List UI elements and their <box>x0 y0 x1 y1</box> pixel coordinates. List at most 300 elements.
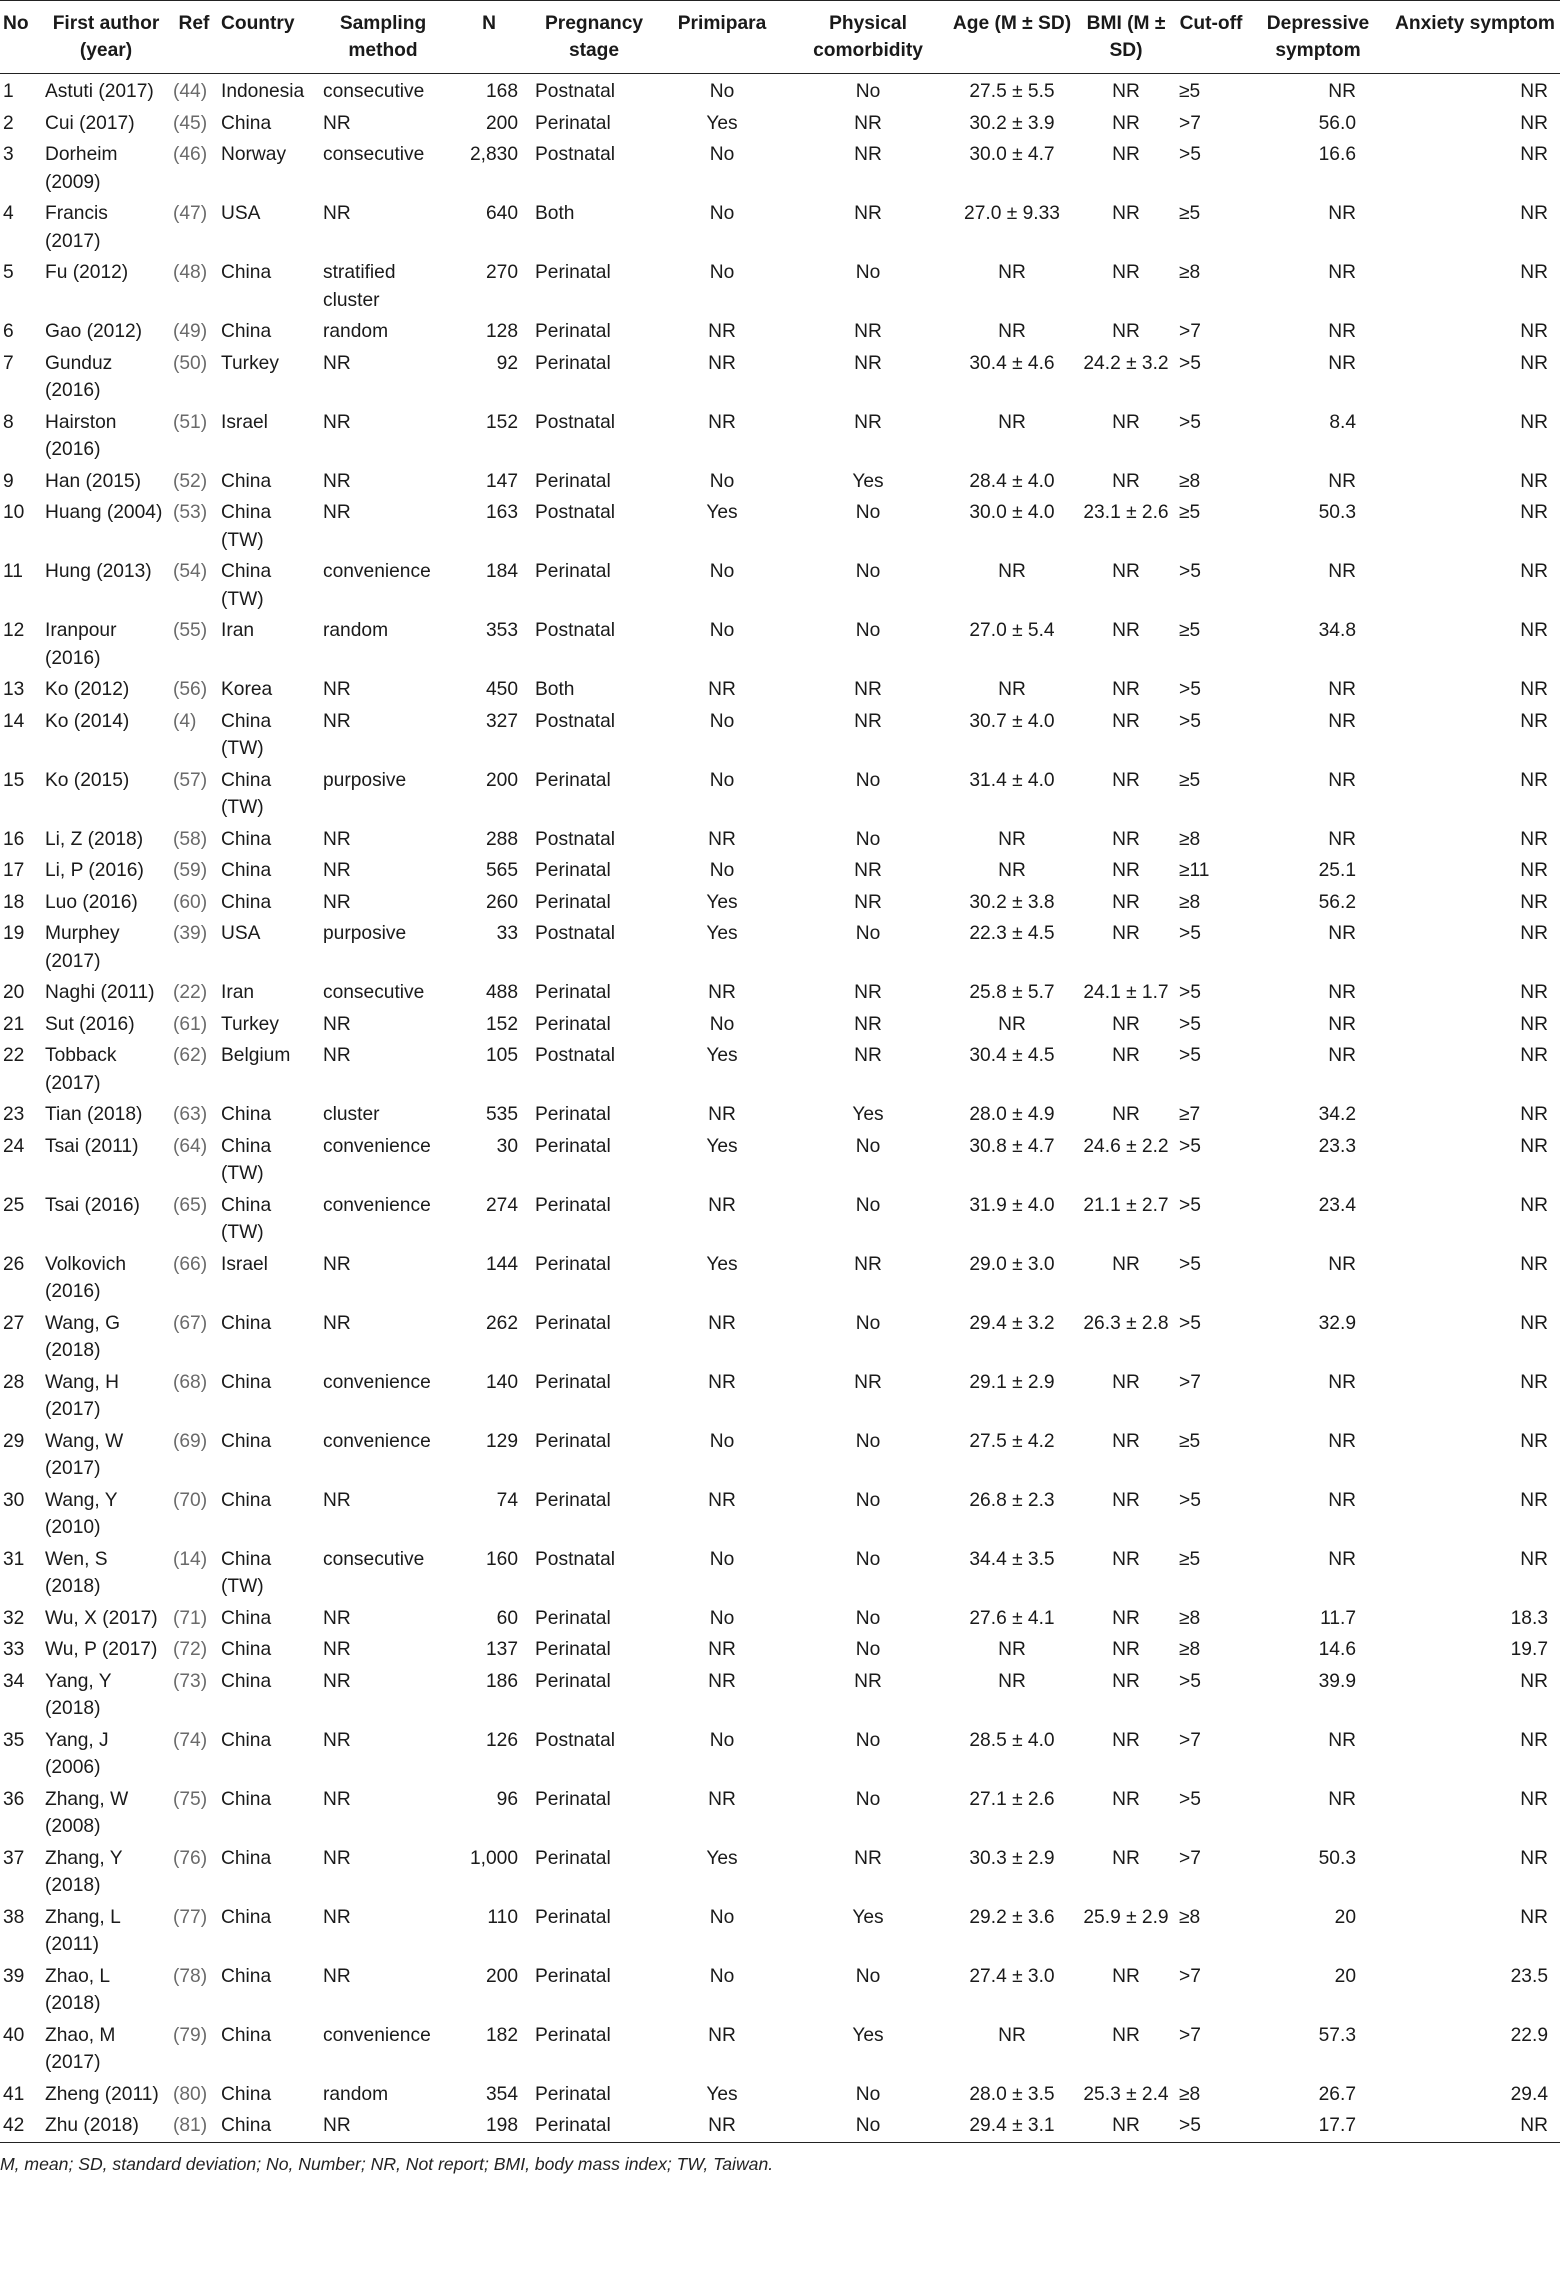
cell-sampling-method: NR <box>323 2115 351 2136</box>
cell-depressive-symptom: 32.9 <box>1318 1312 1356 1334</box>
cell-cutoff: >5 <box>1179 352 1201 374</box>
cell-anxiety-symptom: NR <box>1520 1548 1548 1570</box>
cell-ref: (73) <box>173 1670 208 1692</box>
cell-sampling-method: consecutive <box>323 81 425 102</box>
cell-n: 105 <box>485 1045 518 1066</box>
cell-anxiety-symptom: NR <box>1520 1788 1548 1810</box>
cell-cutoff: >5 <box>1179 1045 1201 1066</box>
cell-depressive-symptom: 25.1 <box>1318 860 1356 881</box>
cell-ref: (49) <box>173 321 208 342</box>
cell-anxiety-symptom: NR <box>1520 81 1548 102</box>
cell-depressive-symptom: NR <box>1328 710 1356 732</box>
cell-bmi: NR <box>1112 2024 1140 2046</box>
cell-primipara: NR <box>708 1371 736 1393</box>
cell-no: 41 <box>3 2083 25 2105</box>
cell-physical-comorbidity: No <box>855 828 881 850</box>
cell-depressive-symptom: NR <box>1328 321 1356 342</box>
table-row <box>0 495 1560 554</box>
cell-ref: (77) <box>173 1906 208 1928</box>
cell-n: 1,000 <box>469 1847 518 1869</box>
cell-physical-comorbidity: No <box>855 620 881 641</box>
cell-no: 37 <box>3 1847 25 1869</box>
cell-sampling-method: convenience <box>323 1135 431 1157</box>
cell-pregnancy-stage: Postnatal <box>535 411 616 433</box>
cell-physical-comorbidity: No <box>855 561 881 582</box>
cell-first-author: Zhang, W (2008) <box>45 1788 129 1837</box>
cell-primipara: No <box>709 1607 735 1629</box>
cell-country: China (TW) <box>221 561 272 610</box>
cell-n: 640 <box>485 203 518 224</box>
cell-country: China <box>221 1607 272 1629</box>
cell-n: 565 <box>485 860 518 881</box>
cell-anxiety-symptom: NR <box>1520 620 1548 641</box>
cell-sampling-method: NR <box>323 1670 351 1692</box>
header-sampling-method: Sampling method <box>320 1 446 74</box>
cell-country: China <box>221 860 272 881</box>
cell-sampling-method: stratified cluster <box>323 262 396 311</box>
header-country: Country <box>218 1 320 74</box>
cell-bmi: 24.2 ± 3.2 <box>1083 352 1169 374</box>
cell-cutoff: >5 <box>1179 923 1201 944</box>
cell-age: 31.4 ± 4.0 <box>969 769 1055 791</box>
header-row <box>0 1 1560 74</box>
cell-anxiety-symptom: NR <box>1520 561 1548 582</box>
footnote-row <box>0 2142 1560 2178</box>
cell-age: NR <box>998 411 1026 433</box>
cell-anxiety-symptom: NR <box>1520 1729 1548 1751</box>
cell-sampling-method: random <box>323 321 389 342</box>
cell-primipara: NR <box>708 1194 736 1216</box>
table-row <box>0 1601 1560 1633</box>
table-header <box>0 1 1560 74</box>
cell-primipara: NR <box>708 1788 736 1810</box>
cell-primipara: NR <box>708 982 736 1003</box>
cell-age: 28.5 ± 4.0 <box>969 1729 1055 1751</box>
cell-pregnancy-stage: Perinatal <box>535 1847 611 1869</box>
cell-first-author: Yang, J (2006) <box>45 1729 109 1778</box>
cell-country: Indonesia <box>221 81 305 102</box>
table-row <box>0 613 1560 672</box>
cell-ref: (70) <box>173 1489 208 1511</box>
cell-age: 34.4 ± 3.5 <box>969 1548 1055 1570</box>
cell-sampling-method: NR <box>323 1639 351 1660</box>
cell-first-author: Fu (2012) <box>45 262 129 283</box>
cell-physical-comorbidity: No <box>855 1135 881 1157</box>
cell-age: 30.2 ± 3.9 <box>969 112 1055 134</box>
cell-sampling-method: NR <box>323 112 351 134</box>
cell-first-author: Volkovich (2016) <box>45 1253 127 1302</box>
cell-first-author: Yang, Y (2018) <box>45 1670 112 1719</box>
cell-ref: (59) <box>173 860 208 881</box>
cell-bmi: NR <box>1112 1847 1140 1869</box>
cell-no: 26 <box>3 1253 25 1275</box>
cell-depressive-symptom: NR <box>1328 1371 1356 1393</box>
cell-ref: (44) <box>173 81 208 102</box>
cell-primipara: NR <box>708 2024 736 2046</box>
cell-first-author: Hung (2013) <box>45 561 152 582</box>
cell-no: 28 <box>3 1371 25 1393</box>
cell-first-author: Zhang, Y (2018) <box>45 1847 123 1896</box>
cell-first-author: Gao (2012) <box>45 321 143 342</box>
cell-pregnancy-stage: Perinatal <box>535 1253 611 1275</box>
cell-physical-comorbidity: No <box>855 1729 881 1751</box>
cell-bmi: 25.9 ± 2.9 <box>1083 1906 1169 1928</box>
cell-ref: (45) <box>173 112 208 134</box>
cell-age: 27.5 ± 4.2 <box>969 1430 1055 1452</box>
header-age: Age (M ± SD) <box>948 1 1076 74</box>
cell-pregnancy-stage: Postnatal <box>535 1548 616 1570</box>
table-row <box>0 1007 1560 1039</box>
cell-primipara: NR <box>708 1312 736 1334</box>
cell-first-author: Tian (2018) <box>45 1104 143 1125</box>
cell-pregnancy-stage: Perinatal <box>535 321 611 342</box>
cell-no: 16 <box>3 828 25 850</box>
cell-bmi: NR <box>1112 411 1140 433</box>
cell-first-author: Sut (2016) <box>45 1013 135 1035</box>
cell-cutoff: ≥8 <box>1179 891 1201 913</box>
cell-cutoff: ≥5 <box>1179 620 1201 641</box>
cell-ref: (54) <box>173 561 208 582</box>
cell-cutoff: >7 <box>1179 1729 1201 1751</box>
cell-sampling-method: NR <box>323 1906 351 1928</box>
cell-anxiety-symptom: NR <box>1520 923 1548 944</box>
cell-country: China <box>221 1906 272 1928</box>
cell-pregnancy-stage: Perinatal <box>535 891 611 913</box>
cell-n: 126 <box>485 1729 518 1751</box>
cell-anxiety-symptom: NR <box>1520 828 1548 850</box>
cell-depressive-symptom: NR <box>1328 769 1356 791</box>
cell-country: USA <box>221 923 261 944</box>
table-row <box>0 2077 1560 2109</box>
cell-depressive-symptom: NR <box>1328 561 1356 582</box>
cell-cutoff: >5 <box>1179 1312 1201 1334</box>
cell-depressive-symptom: NR <box>1328 1430 1356 1452</box>
cell-pregnancy-stage: Perinatal <box>535 1639 611 1660</box>
cell-physical-comorbidity: NR <box>854 352 882 374</box>
cell-primipara: Yes <box>706 112 738 134</box>
cell-primipara: NR <box>708 2115 736 2136</box>
cell-ref: (46) <box>173 144 208 165</box>
cell-bmi: NR <box>1112 769 1140 791</box>
cell-n: 144 <box>485 1253 518 1275</box>
table-row <box>0 74 1560 106</box>
cell-n: 152 <box>485 1013 518 1035</box>
cell-no: 34 <box>3 1670 25 1692</box>
table-body <box>0 74 1560 2143</box>
table-row <box>0 1900 1560 1959</box>
cell-bmi: NR <box>1112 321 1140 342</box>
cell-sampling-method: consecutive <box>323 982 425 1003</box>
cell-no: 24 <box>3 1135 25 1157</box>
cell-anxiety-symptom: 22.9 <box>1510 2024 1548 2046</box>
table-row <box>0 255 1560 314</box>
cell-age: 25.8 ± 5.7 <box>969 982 1055 1003</box>
cell-sampling-method: NR <box>323 679 351 700</box>
cell-depressive-symptom: 23.3 <box>1318 1135 1356 1157</box>
cell-anxiety-symptom: NR <box>1520 144 1548 165</box>
cell-pregnancy-stage: Perinatal <box>535 1670 611 1692</box>
cell-cutoff: >5 <box>1179 561 1201 582</box>
cell-no: 6 <box>3 321 14 342</box>
cell-n: 128 <box>485 321 518 342</box>
cell-physical-comorbidity: No <box>855 1194 881 1216</box>
cell-cutoff: >5 <box>1179 1013 1201 1035</box>
cell-no: 11 <box>3 561 23 582</box>
cell-physical-comorbidity: NR <box>854 1045 882 1066</box>
cell-physical-comorbidity: No <box>855 2115 881 2136</box>
cell-country: China <box>221 1489 272 1511</box>
cell-n: 96 <box>496 1788 518 1810</box>
table-row <box>0 1664 1560 1723</box>
cell-depressive-symptom: 20 <box>1334 1965 1356 1987</box>
cell-physical-comorbidity: No <box>855 1489 881 1511</box>
cell-anxiety-symptom: NR <box>1520 1104 1548 1125</box>
cell-n: 140 <box>485 1371 518 1393</box>
cell-bmi: NR <box>1112 891 1140 913</box>
cell-n: 535 <box>485 1104 518 1125</box>
cell-physical-comorbidity: NR <box>854 1670 882 1692</box>
cell-country: China <box>221 112 272 134</box>
cell-physical-comorbidity: NR <box>854 891 882 913</box>
cell-first-author: Ko (2012) <box>45 679 130 700</box>
cell-bmi: 24.6 ± 2.2 <box>1083 1135 1169 1157</box>
cell-first-author: Zhao, L (2018) <box>45 1965 110 2014</box>
cell-anxiety-symptom: NR <box>1520 262 1548 283</box>
cell-age: 30.7 ± 4.0 <box>969 710 1055 732</box>
cell-bmi: NR <box>1112 1045 1140 1066</box>
table-row <box>0 1723 1560 1782</box>
cell-physical-comorbidity: NR <box>854 710 882 732</box>
cell-anxiety-symptom: NR <box>1520 112 1548 134</box>
cell-no: 29 <box>3 1430 25 1452</box>
cell-anxiety-symptom: NR <box>1520 891 1548 913</box>
cell-physical-comorbidity: No <box>855 1788 881 1810</box>
cell-n: 160 <box>485 1548 518 1570</box>
cell-country: Norway <box>221 144 287 165</box>
cell-sampling-method: NR <box>323 1253 351 1275</box>
cell-no: 8 <box>3 411 14 433</box>
cell-sampling-method: NR <box>323 502 351 523</box>
cell-ref: (39) <box>173 923 208 944</box>
cell-n: 147 <box>485 470 518 492</box>
cell-primipara: NR <box>708 352 736 374</box>
cell-no: 10 <box>3 502 25 523</box>
cell-pregnancy-stage: Perinatal <box>535 1430 611 1452</box>
cell-anxiety-symptom: NR <box>1520 1253 1548 1275</box>
cell-pregnancy-stage: Postnatal <box>535 828 616 850</box>
cell-sampling-method: NR <box>323 1788 351 1810</box>
cell-primipara: No <box>709 262 735 283</box>
cell-physical-comorbidity: NR <box>854 1847 882 1869</box>
cell-bmi: NR <box>1112 1548 1140 1570</box>
cell-country: Israel <box>221 411 268 433</box>
table-row <box>0 1188 1560 1247</box>
cell-first-author: Wang, W (2017) <box>45 1430 124 1479</box>
cell-bmi: NR <box>1112 1639 1140 1660</box>
cell-depressive-symptom: NR <box>1328 470 1356 492</box>
cell-pregnancy-stage: Perinatal <box>535 561 611 582</box>
cell-ref: (80) <box>173 2083 208 2105</box>
cell-sampling-method: random <box>323 620 389 641</box>
cell-primipara: No <box>709 470 735 492</box>
cell-cutoff: ≥5 <box>1179 769 1201 791</box>
cell-pregnancy-stage: Perinatal <box>535 1489 611 1511</box>
cell-anxiety-symptom: NR <box>1520 1489 1548 1511</box>
cell-country: China <box>221 1847 272 1869</box>
cell-pregnancy-stage: Postnatal <box>535 144 616 165</box>
cell-age: NR <box>998 1670 1026 1692</box>
cell-no: 22 <box>3 1045 25 1066</box>
cell-age: 27.4 ± 3.0 <box>969 1965 1055 1987</box>
cell-country: China <box>221 1670 272 1692</box>
cell-bmi: NR <box>1112 1371 1140 1393</box>
header-pregnancy-stage: Pregnancy stage <box>532 1 656 74</box>
cell-cutoff: >5 <box>1179 2115 1201 2136</box>
cell-no: 12 <box>3 620 25 641</box>
cell-physical-comorbidity: NR <box>854 321 882 342</box>
cell-physical-comorbidity: No <box>855 262 881 283</box>
cell-cutoff: ≥5 <box>1179 1430 1201 1452</box>
cell-n: 186 <box>485 1670 518 1692</box>
cell-pregnancy-stage: Perinatal <box>535 470 611 492</box>
cell-n: 168 <box>485 81 518 102</box>
cell-no: 32 <box>3 1607 25 1629</box>
cell-depressive-symptom: 34.2 <box>1318 1104 1356 1125</box>
cell-first-author: Murphey (2017) <box>45 923 120 972</box>
cell-age: 30.4 ± 4.5 <box>969 1045 1055 1066</box>
table-row <box>0 1306 1560 1365</box>
cell-physical-comorbidity: NR <box>854 679 882 700</box>
cell-first-author: Wu, X (2017) <box>45 1607 158 1629</box>
table-row <box>0 2108 1560 2142</box>
cell-anxiety-symptom: NR <box>1520 1312 1548 1334</box>
cell-primipara: No <box>709 620 735 641</box>
cell-bmi: NR <box>1112 1729 1140 1751</box>
cell-physical-comorbidity: No <box>855 1639 881 1660</box>
table-row <box>0 1247 1560 1306</box>
cell-cutoff: >5 <box>1179 144 1201 165</box>
cell-country: Iran <box>221 982 255 1003</box>
cell-depressive-symptom: NR <box>1328 1548 1356 1570</box>
cell-primipara: No <box>709 1965 735 1987</box>
cell-no: 40 <box>3 2024 25 2046</box>
cell-country: China <box>221 2115 272 2136</box>
cell-bmi: NR <box>1112 2115 1140 2136</box>
cell-ref: (67) <box>173 1312 208 1334</box>
cell-cutoff: >5 <box>1179 1194 1201 1216</box>
cell-age: NR <box>998 1639 1026 1660</box>
cell-primipara: NR <box>708 1489 736 1511</box>
table-row <box>0 1483 1560 1542</box>
table-row <box>0 975 1560 1007</box>
cell-pregnancy-stage: Perinatal <box>535 2115 611 2136</box>
cell-bmi: NR <box>1112 1607 1140 1629</box>
cell-depressive-symptom: NR <box>1328 1729 1356 1751</box>
cell-physical-comorbidity: NR <box>854 1253 882 1275</box>
cell-bmi: NR <box>1112 1104 1140 1125</box>
cell-primipara: NR <box>708 321 736 342</box>
cell-cutoff: >5 <box>1179 1670 1201 1692</box>
cell-physical-comorbidity: Yes <box>852 470 884 492</box>
cell-country: China <box>221 262 272 283</box>
cell-ref: (22) <box>173 982 208 1003</box>
cell-ref: (51) <box>173 411 208 433</box>
cell-n: 200 <box>485 112 518 134</box>
cell-ref: (14) <box>173 1548 208 1570</box>
cell-cutoff: ≥5 <box>1179 1548 1201 1570</box>
cell-primipara: Yes <box>706 1135 738 1157</box>
cell-no: 5 <box>3 262 14 283</box>
cell-physical-comorbidity: No <box>855 1430 881 1452</box>
cell-cutoff: >7 <box>1179 1371 1201 1393</box>
cell-first-author: Astuti (2017) <box>45 81 154 102</box>
cell-ref: (4) <box>173 710 197 732</box>
header-primipara: Primipara <box>656 1 788 74</box>
cell-country: China (TW) <box>221 1135 272 1184</box>
cell-first-author: Iranpour (2016) <box>45 620 117 669</box>
cell-cutoff: ≥8 <box>1179 828 1201 850</box>
footnote: M, mean; SD, standard deviation; No, Number; NR, Not report; BMI, body mass index; TW, Taiwan. <box>0 2142 1560 2178</box>
cell-depressive-symptom: NR <box>1328 352 1356 374</box>
cell-first-author: Tsai (2016) <box>45 1194 140 1216</box>
cell-primipara: No <box>709 1430 735 1452</box>
cell-primipara: No <box>709 1729 735 1751</box>
cell-depressive-symptom: 39.9 <box>1318 1670 1356 1692</box>
cell-primipara: Yes <box>706 1045 738 1066</box>
cell-pregnancy-stage: Postnatal <box>535 81 616 102</box>
cell-first-author: Ko (2014) <box>45 710 130 732</box>
table-row <box>0 853 1560 885</box>
cell-first-author: Zheng (2011) <box>45 2083 159 2105</box>
cell-sampling-method: NR <box>323 828 351 850</box>
cell-no: 15 <box>3 769 25 791</box>
cell-primipara: NR <box>708 1670 736 1692</box>
cell-pregnancy-stage: Perinatal <box>535 1906 611 1928</box>
cell-age: 30.2 ± 3.8 <box>969 891 1055 913</box>
cell-first-author: Han (2015) <box>45 470 141 492</box>
cell-sampling-method: NR <box>323 411 351 433</box>
cell-cutoff: >7 <box>1179 1965 1201 1987</box>
cell-n: 129 <box>485 1430 518 1452</box>
cell-sampling-method: NR <box>323 1607 351 1629</box>
cell-pregnancy-stage: Perinatal <box>535 860 611 881</box>
cell-country: Israel <box>221 1253 268 1275</box>
header-anxiety-symptom: Anxiety symptom <box>1390 1 1560 74</box>
cell-anxiety-symptom: 18.3 <box>1510 1607 1548 1629</box>
cell-bmi: NR <box>1112 470 1140 492</box>
cell-pregnancy-stage: Perinatal <box>535 2083 611 2105</box>
cell-anxiety-symptom: 29.4 <box>1510 2083 1548 2105</box>
cell-country: China (TW) <box>221 502 272 551</box>
cell-anxiety-symptom: NR <box>1520 1013 1548 1035</box>
cell-pregnancy-stage: Perinatal <box>535 2024 611 2046</box>
cell-depressive-symptom: 20 <box>1334 1906 1356 1928</box>
table-row <box>0 1365 1560 1424</box>
cell-physical-comorbidity: No <box>855 1607 881 1629</box>
cell-bmi: 25.3 ± 2.4 <box>1083 2083 1169 2105</box>
cell-pregnancy-stage: Perinatal <box>535 1965 611 1987</box>
cell-bmi: NR <box>1112 561 1140 582</box>
cell-age: 27.1 ± 2.6 <box>969 1788 1055 1810</box>
cell-ref: (66) <box>173 1253 208 1275</box>
cell-sampling-method: NR <box>323 1489 351 1511</box>
cell-physical-comorbidity: NR <box>854 144 882 165</box>
cell-no: 39 <box>3 1965 25 1987</box>
cell-bmi: NR <box>1112 1430 1140 1452</box>
table-row <box>0 106 1560 138</box>
cell-cutoff: ≥5 <box>1179 502 1201 523</box>
cell-cutoff: >7 <box>1179 112 1201 134</box>
